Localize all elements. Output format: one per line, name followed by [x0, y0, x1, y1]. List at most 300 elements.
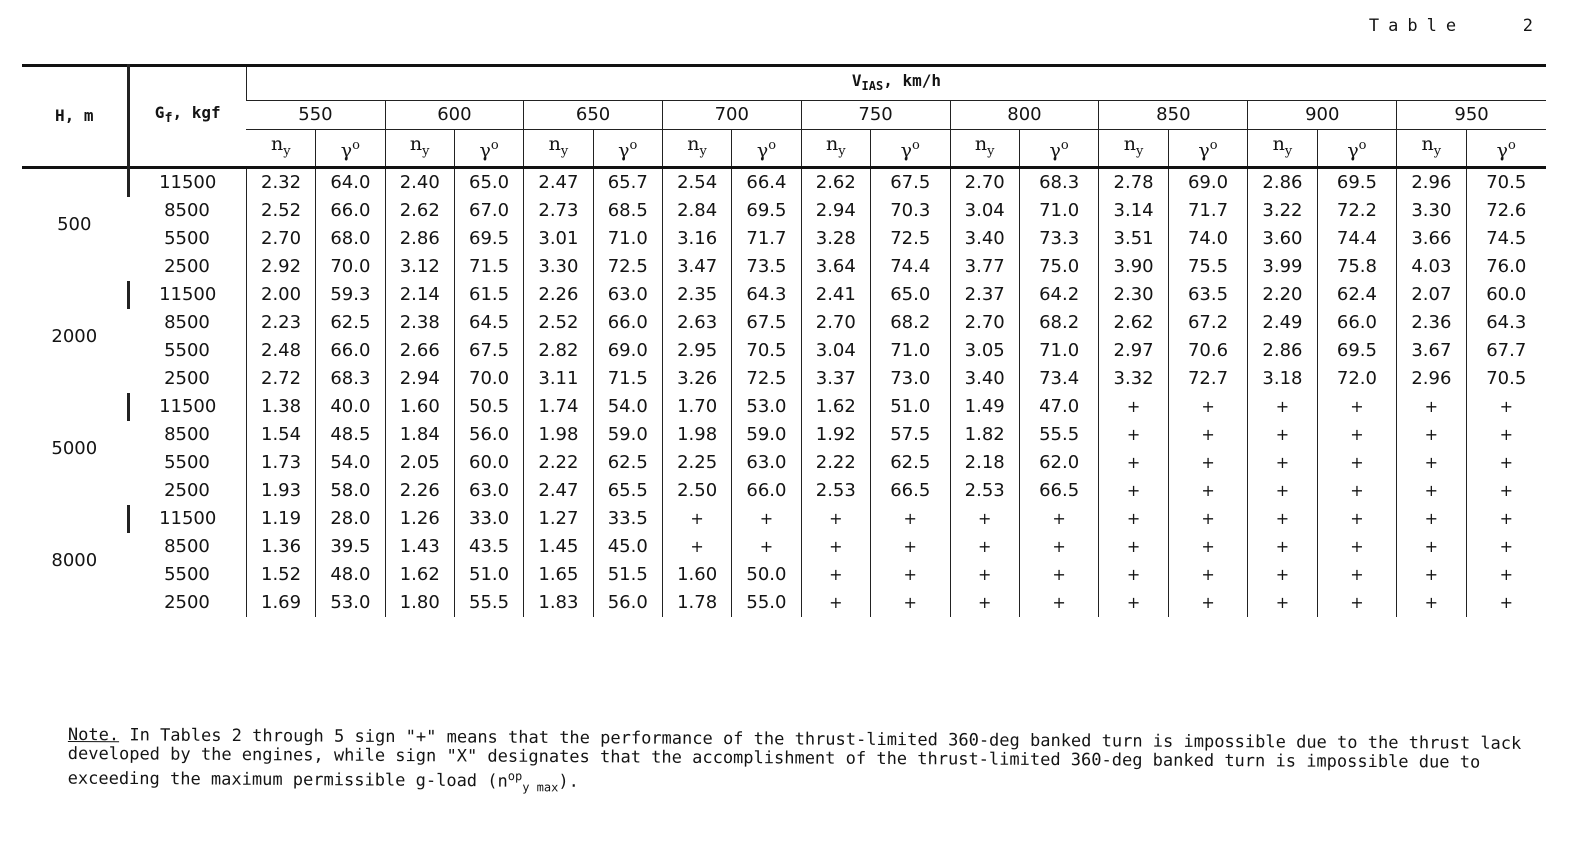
- weight-cell: 11500: [128, 505, 246, 533]
- gamma-value-cell: +: [1168, 505, 1248, 533]
- ny-header: [1397, 130, 1466, 168]
- ny-value-cell: 2.52: [246, 197, 315, 225]
- vias-header: [246, 66, 1546, 101]
- ny-value-cell: 2.18: [950, 449, 1019, 477]
- gamma-value-cell: 74.5: [1466, 225, 1546, 253]
- speed-header: 650: [524, 101, 663, 130]
- gamma-value-cell: 75.0: [1019, 253, 1099, 281]
- ny-value-cell: 2.22: [524, 449, 593, 477]
- table-row: [22, 589, 1546, 617]
- table-row: [22, 477, 1546, 505]
- ny-header: [246, 130, 315, 168]
- gamma-value-cell: 59.3: [316, 281, 385, 309]
- gamma-value-cell: +: [1317, 421, 1397, 449]
- ny-value-cell: 2.52: [524, 309, 593, 337]
- speed-header: 800: [950, 101, 1099, 130]
- ny-value-cell: +: [1099, 561, 1168, 589]
- gamma-symbol: γ: [618, 139, 630, 162]
- ny-value-cell: 1.80: [385, 589, 454, 617]
- ny-value-cell: 2.86: [385, 225, 454, 253]
- gamma-value-cell: 40.0: [316, 393, 385, 421]
- gamma-value-cell: +: [1466, 477, 1546, 505]
- vias-unit: , km/h: [883, 71, 941, 90]
- ny-value-cell: +: [1397, 421, 1466, 449]
- table-row: [22, 309, 1546, 337]
- gamma-value-cell: 60.0: [1466, 281, 1546, 309]
- ny-value-cell: 2.94: [385, 365, 454, 393]
- gamma-value-cell: 53.0: [316, 589, 385, 617]
- gamma-value-cell: 70.5: [1466, 365, 1546, 393]
- gamma-value-cell: 51.0: [454, 561, 523, 589]
- ny-subscript: y: [987, 143, 995, 159]
- ny-value-cell: 3.77: [950, 253, 1019, 281]
- vias-main: V: [851, 71, 862, 90]
- ny-value-cell: 2.23: [246, 309, 315, 337]
- gamma-value-cell: 74.4: [870, 253, 950, 281]
- weight-cell: 5500: [164, 563, 210, 585]
- ny-value-cell: 2.66: [385, 337, 454, 365]
- ny-value-cell: 2.82: [524, 337, 593, 365]
- note-g-load-symbol: [497, 768, 559, 795]
- ny-value-cell: 2.37: [950, 281, 1019, 309]
- ny-value-cell: 2.25: [662, 449, 731, 477]
- gamma-value-cell: 50.5: [454, 393, 523, 421]
- ny-value-cell: 1.26: [385, 505, 454, 533]
- gamma-value-cell: 47.0: [1019, 393, 1099, 421]
- gamma-value-cell: 69.5: [1317, 167, 1397, 197]
- ny-value-cell: 3.14: [1099, 197, 1168, 225]
- ny-value-cell: 3.99: [1248, 253, 1317, 281]
- ny-value-cell: 2.14: [385, 281, 454, 309]
- ny-value-cell: 2.72: [246, 365, 315, 393]
- gamma-value-cell: +: [870, 533, 950, 561]
- gamma-value-cell: 66.4: [732, 167, 801, 197]
- gamma-value-cell: 28.0: [316, 505, 385, 533]
- table-row: [22, 421, 1546, 449]
- ny-value-cell: 1.36: [246, 533, 315, 561]
- ny-value-cell: +: [1397, 533, 1466, 561]
- ny-value-cell: 3.90: [1099, 253, 1168, 281]
- gamma-value-cell: 73.4: [1019, 365, 1099, 393]
- gamma-value-cell: 70.5: [732, 337, 801, 365]
- ny-value-cell: +: [1099, 449, 1168, 477]
- ny-value-cell: 3.40: [950, 225, 1019, 253]
- gamma-value-cell: 63.5: [1168, 281, 1248, 309]
- gamma-value-cell: +: [1466, 393, 1546, 421]
- gamma-value-cell: +: [1466, 533, 1546, 561]
- gamma-value-cell: 71.0: [870, 337, 950, 365]
- ny-value-cell: 2.53: [950, 477, 1019, 505]
- ny-value-cell: +: [1099, 589, 1168, 617]
- gamma-value-cell: 62.5: [593, 449, 662, 477]
- gamma-value-cell: 43.5: [454, 533, 523, 561]
- weight-cell: 5500: [164, 451, 210, 473]
- gamma-value-cell: 76.0: [1466, 253, 1546, 281]
- ny-value-cell: 2.94: [801, 197, 870, 225]
- ny-value-cell: +: [950, 505, 1019, 533]
- ny-value-cell: 3.40: [950, 365, 1019, 393]
- ny-value-cell: +: [1397, 505, 1466, 533]
- ny-value-cell: +: [1248, 561, 1317, 589]
- table-row: [22, 197, 1546, 225]
- gamma-value-cell: +: [870, 589, 950, 617]
- weight-cell: 2500: [164, 591, 210, 613]
- gamma-value-cell: 67.0: [454, 197, 523, 225]
- gamma-value-cell: +: [1168, 533, 1248, 561]
- gamma-value-cell: 59.0: [732, 421, 801, 449]
- table-row: [22, 449, 1546, 477]
- ny-value-cell: 3.26: [662, 365, 731, 393]
- ny-symbol: n: [687, 133, 700, 156]
- gamma-value-cell: 55.0: [732, 589, 801, 617]
- ny-value-cell: 2.26: [524, 281, 593, 309]
- ny-value-cell: +: [950, 589, 1019, 617]
- ny-value-cell: 1.49: [950, 393, 1019, 421]
- gamma-value-cell: 64.0: [316, 167, 385, 197]
- table-row: [22, 365, 1546, 393]
- gamma-value-cell: 66.5: [1019, 477, 1099, 505]
- table-header: [22, 66, 1546, 168]
- header-row-symbols: [22, 130, 1546, 168]
- ny-value-cell: +: [801, 589, 870, 617]
- ny-value-cell: +: [801, 533, 870, 561]
- note-body: In Tables 2 through 5 sign "+" means that the performance of the thrust-limited 360-deg banked turn is impossible due to the thrust lack developed by the engines, while sign "X" designates that the accomplishment of the thrust-limited 360-deg banked turn is impossible due to exceeding the maximum permissible g-load (: [67, 725, 1522, 792]
- ny-value-cell: 3.37: [801, 365, 870, 393]
- ny-value-cell: +: [1248, 533, 1317, 561]
- gamma-value-cell: 73.0: [870, 365, 950, 393]
- table-row: [22, 337, 1546, 365]
- ny-value-cell: +: [1397, 477, 1466, 505]
- ny-value-cell: +: [1099, 421, 1168, 449]
- ny-symbol: n: [1123, 133, 1137, 156]
- ny-symbol: n: [974, 133, 988, 156]
- ny-value-cell: 2.30: [1099, 281, 1168, 309]
- ny-header: [801, 130, 870, 168]
- table-row: [22, 281, 1546, 309]
- gamma-value-cell: 33.5: [593, 505, 662, 533]
- gamma-value-cell: 54.0: [593, 393, 662, 421]
- gamma-value-cell: 72.7: [1168, 365, 1248, 393]
- ny-value-cell: 3.64: [801, 253, 870, 281]
- ny-value-cell: 3.18: [1248, 365, 1317, 393]
- gamma-value-cell: 65.5: [593, 477, 662, 505]
- gamma-value-cell: 56.0: [454, 421, 523, 449]
- gamma-header: [316, 130, 385, 168]
- ny-value-cell: 2.97: [1099, 337, 1168, 365]
- degree-mark: o: [1508, 137, 1516, 153]
- ny-value-cell: 1.73: [246, 449, 315, 477]
- table-row: [22, 225, 1546, 253]
- weight-cell: 8500: [164, 535, 210, 557]
- ny-value-cell: 3.16: [662, 225, 731, 253]
- gamma-value-cell: +: [1019, 505, 1099, 533]
- ny-value-cell: 2.35: [662, 281, 731, 309]
- gamma-value-cell: 63.0: [454, 477, 523, 505]
- gamma-value-cell: 33.0: [454, 505, 523, 533]
- ny-value-cell: 2.47: [524, 477, 593, 505]
- gamma-value-cell: +: [1317, 505, 1397, 533]
- gamma-value-cell: 71.7: [1168, 197, 1248, 225]
- ny-value-cell: 2.84: [662, 197, 731, 225]
- ny-value-cell: 3.67: [1397, 337, 1466, 365]
- gamma-value-cell: +: [732, 505, 801, 533]
- ny-value-cell: +: [801, 561, 870, 589]
- gamma-value-cell: 62.5: [870, 449, 950, 477]
- h-header-text: H, m: [55, 106, 94, 126]
- gamma-value-cell: 70.3: [870, 197, 950, 225]
- ny-value-cell: 1.82: [950, 421, 1019, 449]
- gamma-value-cell: 67.2: [1168, 309, 1248, 337]
- ny-value-cell: 1.38: [246, 393, 315, 421]
- ny-value-cell: +: [1099, 477, 1168, 505]
- speed-header: 750: [801, 101, 950, 130]
- ny-value-cell: 1.92: [801, 421, 870, 449]
- ny-value-cell: 3.66: [1397, 225, 1466, 253]
- ny-value-cell: 2.05: [385, 449, 454, 477]
- note-n-sup: op: [507, 768, 523, 783]
- gamma-value-cell: +: [1168, 449, 1248, 477]
- ny-value-cell: 2.70: [950, 167, 1019, 197]
- ny-value-cell: 3.05: [950, 337, 1019, 365]
- gamma-value-cell: 56.0: [593, 589, 662, 617]
- vias-sub: IAS: [861, 79, 884, 94]
- ny-value-cell: +: [1248, 589, 1317, 617]
- gamma-value-cell: 72.5: [593, 253, 662, 281]
- ny-value-cell: 2.54: [662, 167, 731, 197]
- gamma-value-cell: 67.5: [870, 167, 950, 197]
- altitude-cell: 2000: [51, 325, 98, 347]
- gamma-value-cell: +: [1466, 505, 1546, 533]
- ny-value-cell: +: [1248, 421, 1317, 449]
- ny-value-cell: 2.73: [524, 197, 593, 225]
- gamma-symbol: γ: [1347, 139, 1359, 162]
- degree-mark: o: [352, 137, 360, 153]
- ny-value-cell: 3.28: [801, 225, 870, 253]
- gamma-value-cell: 39.5: [316, 533, 385, 561]
- gamma-symbol: γ: [756, 139, 769, 162]
- gamma-value-cell: +: [1317, 477, 1397, 505]
- ny-value-cell: 2.41: [801, 281, 870, 309]
- ny-value-cell: 2.48: [246, 337, 315, 365]
- ny-value-cell: 1.98: [524, 421, 593, 449]
- gamma-value-cell: 67.5: [732, 309, 801, 337]
- ny-value-cell: 2.86: [1248, 337, 1317, 365]
- gamma-value-cell: +: [1168, 561, 1248, 589]
- gamma-value-cell: 73.3: [1019, 225, 1099, 253]
- gamma-symbol: γ: [479, 139, 491, 162]
- gamma-value-cell: 69.0: [593, 337, 662, 365]
- gamma-value-cell: 58.0: [316, 477, 385, 505]
- ny-value-cell: +: [950, 533, 1019, 561]
- gamma-value-cell: 70.6: [1168, 337, 1248, 365]
- ny-value-cell: 1.19: [246, 505, 315, 533]
- gamma-value-cell: 60.0: [454, 449, 523, 477]
- gamma-value-cell: 66.0: [593, 309, 662, 337]
- gamma-value-cell: +: [1019, 589, 1099, 617]
- gamma-value-cell: 51.5: [593, 561, 662, 589]
- table-body: [22, 167, 1546, 617]
- ny-symbol: n: [409, 133, 423, 156]
- gamma-value-cell: +: [1168, 393, 1248, 421]
- gamma-symbol: γ: [340, 139, 353, 162]
- gamma-value-cell: 72.5: [870, 225, 950, 253]
- gamma-value-cell: 54.0: [316, 449, 385, 477]
- ny-value-cell: +: [1099, 393, 1168, 421]
- ny-value-cell: 1.52: [246, 561, 315, 589]
- gamma-value-cell: 66.0: [316, 197, 385, 225]
- degree-mark: o: [768, 137, 777, 153]
- gamma-value-cell: 65.0: [454, 167, 523, 197]
- ny-header: [950, 130, 1019, 168]
- gamma-value-cell: 75.8: [1317, 253, 1397, 281]
- gamma-value-cell: 71.5: [593, 365, 662, 393]
- gamma-value-cell: 69.0: [1168, 167, 1248, 197]
- ny-value-cell: 2.96: [1397, 167, 1466, 197]
- note-label: Note.: [67, 725, 120, 746]
- gamma-value-cell: 65.7: [593, 167, 662, 197]
- header-row-speeds: [22, 101, 1546, 130]
- gf-sub: f: [164, 111, 173, 127]
- ny-value-cell: 2.32: [246, 167, 315, 197]
- ny-symbol: n: [825, 133, 839, 156]
- gamma-header: [1317, 130, 1397, 168]
- gamma-value-cell: +: [732, 533, 801, 561]
- ny-value-cell: 1.54: [246, 421, 315, 449]
- ny-value-cell: +: [1397, 393, 1466, 421]
- ny-value-cell: 2.62: [801, 167, 870, 197]
- ny-subscript: y: [422, 143, 430, 159]
- table-row: [22, 253, 1546, 281]
- ny-value-cell: 3.12: [385, 253, 454, 281]
- gamma-value-cell: +: [1317, 393, 1397, 421]
- ny-value-cell: 3.04: [950, 197, 1019, 225]
- gamma-value-cell: 55.5: [1019, 421, 1099, 449]
- ny-value-cell: 1.98: [662, 421, 731, 449]
- ny-value-cell: 1.62: [801, 393, 870, 421]
- table-row: [22, 561, 1546, 589]
- speed-header: 700: [662, 101, 801, 130]
- gamma-value-cell: 70.0: [454, 365, 523, 393]
- ny-header: [1248, 130, 1317, 168]
- ny-value-cell: +: [801, 505, 870, 533]
- weight-cell: 8500: [164, 423, 210, 445]
- gamma-value-cell: 64.3: [732, 281, 801, 309]
- gamma-value-cell: 71.0: [1019, 197, 1099, 225]
- gamma-value-cell: +: [1317, 561, 1397, 589]
- ny-symbol: n: [1272, 133, 1285, 156]
- gamma-value-cell: +: [1317, 449, 1397, 477]
- ny-value-cell: 1.62: [385, 561, 454, 589]
- ny-value-cell: 2.36: [1397, 309, 1466, 337]
- ny-value-cell: +: [1397, 561, 1466, 589]
- ny-subscript: y: [1284, 143, 1293, 159]
- ny-value-cell: +: [1099, 533, 1168, 561]
- gamma-symbol: γ: [900, 139, 912, 162]
- degree-mark: o: [490, 137, 499, 153]
- gamma-header: [454, 130, 523, 168]
- ny-subscript: y: [1136, 143, 1144, 159]
- weight-cell: 5500: [164, 227, 210, 249]
- table-title: Table 2: [1368, 16, 1542, 36]
- degree-mark: o: [629, 137, 638, 153]
- ny-value-cell: 3.11: [524, 365, 593, 393]
- gamma-value-cell: 50.0: [732, 561, 801, 589]
- ny-value-cell: 1.45: [524, 533, 593, 561]
- gamma-value-cell: 74.0: [1168, 225, 1248, 253]
- ny-value-cell: 2.78: [1099, 167, 1168, 197]
- gamma-value-cell: 62.0: [1019, 449, 1099, 477]
- gamma-symbol: γ: [1198, 139, 1210, 162]
- weight-cell: 2500: [164, 479, 210, 501]
- ny-value-cell: +: [1248, 505, 1317, 533]
- ny-value-cell: 2.53: [801, 477, 870, 505]
- ny-value-cell: 2.62: [1099, 309, 1168, 337]
- ny-value-cell: 1.27: [524, 505, 593, 533]
- gamma-value-cell: 72.5: [732, 365, 801, 393]
- gf-header: [128, 66, 246, 168]
- gamma-value-cell: 68.3: [316, 365, 385, 393]
- note-end: ).: [558, 771, 579, 792]
- ny-value-cell: 3.32: [1099, 365, 1168, 393]
- gamma-value-cell: +: [870, 561, 950, 589]
- gamma-value-cell: +: [1168, 477, 1248, 505]
- speed-header: 900: [1248, 101, 1397, 130]
- ny-value-cell: 3.47: [662, 253, 731, 281]
- ny-value-cell: 3.30: [524, 253, 593, 281]
- ny-value-cell: +: [1397, 589, 1466, 617]
- degree-mark: o: [1209, 137, 1218, 153]
- ny-subscript: y: [560, 143, 569, 159]
- altitude-cell: 500: [22, 167, 128, 281]
- gamma-value-cell: 63.0: [593, 281, 662, 309]
- ny-value-cell: 2.00: [246, 281, 315, 309]
- speed-header: 550: [246, 101, 385, 130]
- ny-value-cell: +: [1248, 477, 1317, 505]
- ny-value-cell: 2.22: [801, 449, 870, 477]
- ny-value-cell: +: [662, 505, 731, 533]
- gamma-value-cell: 51.0: [870, 393, 950, 421]
- note-n-sub: y max: [522, 779, 559, 795]
- gamma-value-cell: 68.5: [593, 197, 662, 225]
- gamma-value-cell: 69.5: [454, 225, 523, 253]
- gamma-value-cell: 65.0: [870, 281, 950, 309]
- gamma-value-cell: 48.0: [316, 561, 385, 589]
- ny-subscript: y: [283, 143, 291, 159]
- gamma-value-cell: 68.2: [870, 309, 950, 337]
- ny-value-cell: +: [1397, 449, 1466, 477]
- ny-value-cell: 2.70: [801, 309, 870, 337]
- gamma-value-cell: 64.5: [454, 309, 523, 337]
- ny-value-cell: 3.22: [1248, 197, 1317, 225]
- ny-value-cell: 2.26: [385, 477, 454, 505]
- gamma-value-cell: +: [1168, 421, 1248, 449]
- ny-value-cell: 1.93: [246, 477, 315, 505]
- gamma-value-cell: 75.5: [1168, 253, 1248, 281]
- weight-cell: 11500: [128, 393, 246, 421]
- gamma-value-cell: 69.5: [732, 197, 801, 225]
- ny-subscript: y: [699, 143, 707, 159]
- ny-header: [1099, 130, 1168, 168]
- speed-header: 950: [1397, 101, 1546, 130]
- footnote: [68, 726, 1538, 803]
- gamma-value-cell: 66.5: [870, 477, 950, 505]
- ny-value-cell: 2.07: [1397, 281, 1466, 309]
- gamma-value-cell: 59.0: [593, 421, 662, 449]
- gamma-value-cell: +: [1317, 533, 1397, 561]
- ny-value-cell: 3.01: [524, 225, 593, 253]
- gamma-value-cell: 45.0: [593, 533, 662, 561]
- ny-subscript: y: [1433, 143, 1442, 159]
